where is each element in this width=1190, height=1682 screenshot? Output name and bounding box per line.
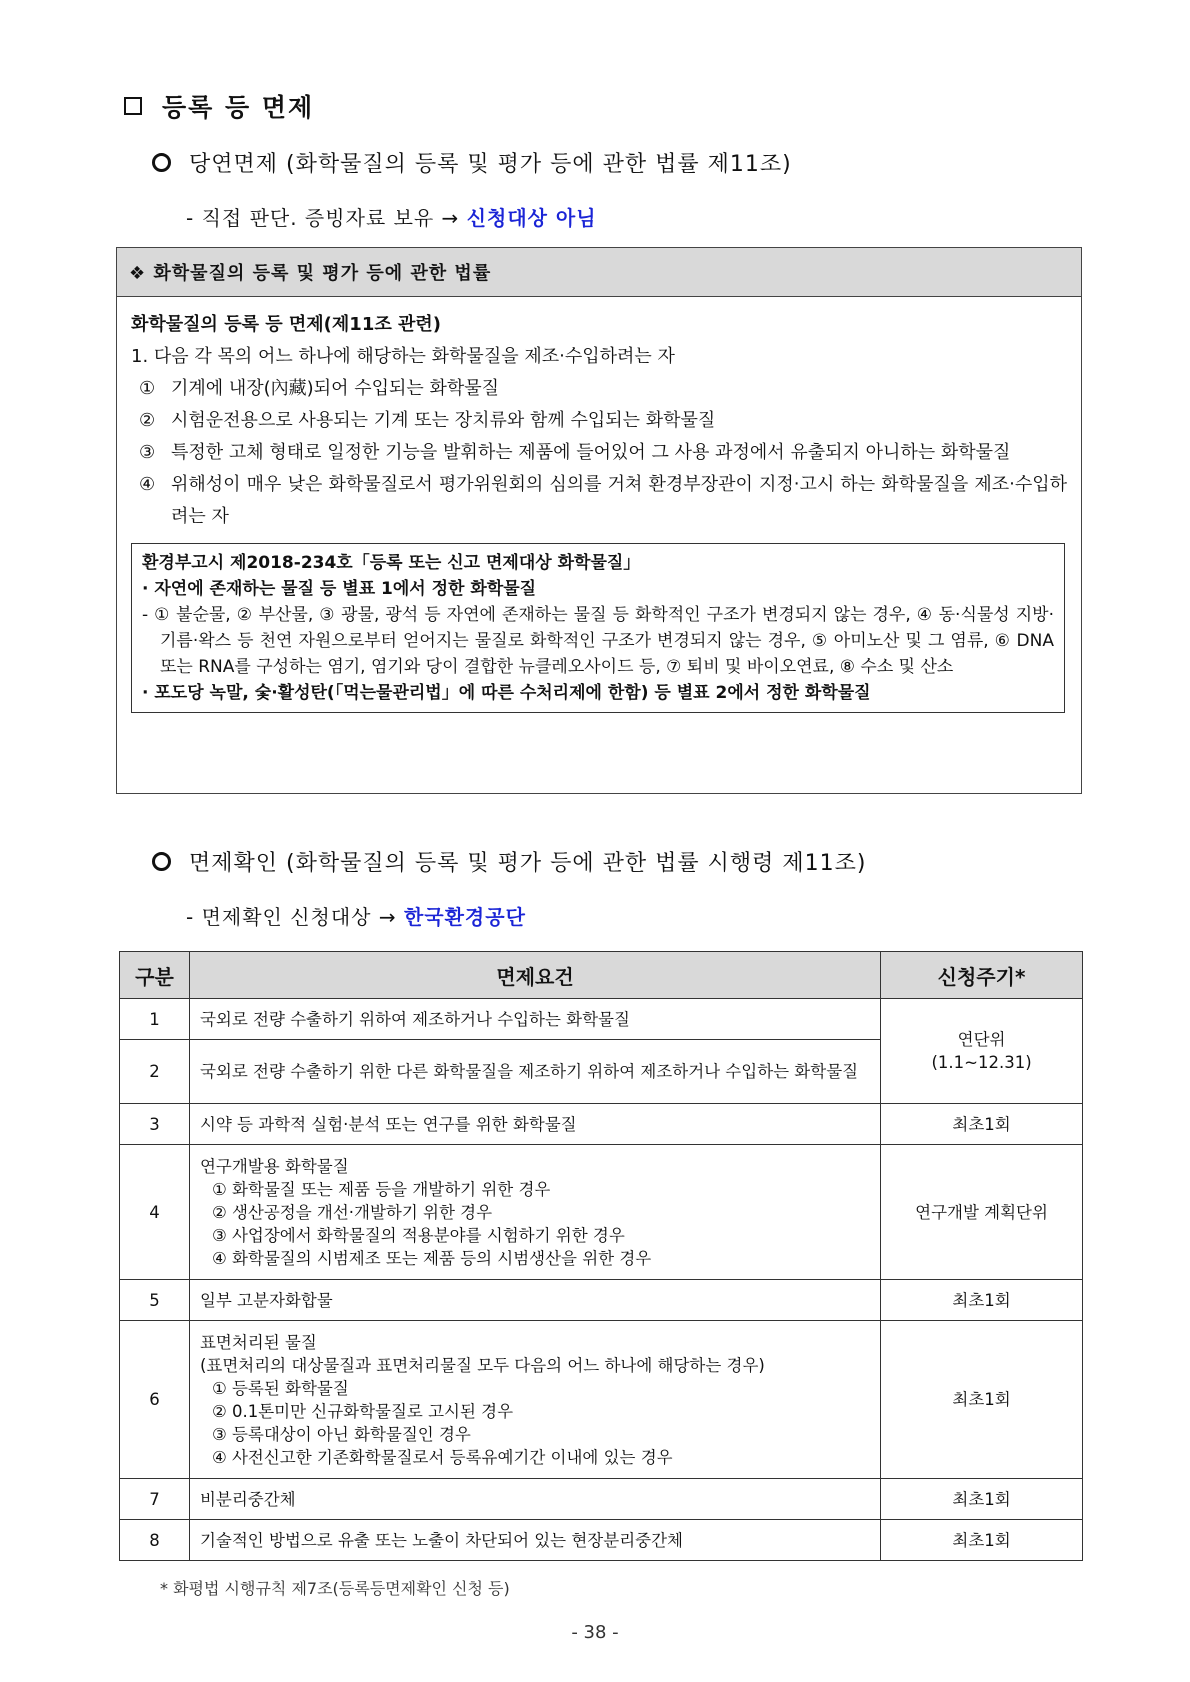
table-row: 4 연구개발용 화학물질 ① 화학물질 또는 제품 등을 개발하기 위한 경우 ② 생산공정을 개선·개발하기 위한 경우 ③ 사업장에서 화학물질의 적용분야를 시험하기 위한 경우 ④ 화학물질의 시범제조 또는 제품 등의 시범생산을 위한 경우 연구개발 계획단위 (120, 1145, 1083, 1280)
column-header: 면제요건 (189, 952, 880, 999)
law-subtitle: 화학물질의 등록 등 면제(제11조 관련) (131, 314, 441, 335)
subsection-title-2: 면제확인 (화학물질의 등록 및 평가 등에 관한 법률 시행령 제11조) (152, 846, 866, 877)
law-box-body (117, 297, 1081, 713)
table-row: 7 비분리중간체 최초1회 (120, 1479, 1083, 1520)
notice-box (131, 543, 1065, 713)
section-heading (120, 88, 314, 124)
notice-bullet: · 자연에 존재하는 물질 등 별표 1에서 정한 화학물질 (142, 579, 537, 599)
list-item: ④ 위해성이 매우 낮은 화학물질로서 평가위원회의 심의를 거쳐 환경부장관이 지정‧고시 하는 화학물질을 제조‧수입하려는 자 (139, 474, 1067, 527)
highlight-text: 신청대상 아님 (466, 206, 597, 230)
column-header: 구분 (120, 952, 190, 999)
list-item: ② 시험운전용으로 사용되는 기계 또는 장치류와 함께 수입되는 화학물질 (139, 410, 716, 431)
subsection-title-1: 당연면제 (화학물질의 등록 및 평가 등에 관한 법률 제11조) (152, 147, 792, 178)
notice-bullet: · 포도당 녹말, 숯·활성탄(「먹는물관리법」에 따른 수처리제에 한함) 등 별표 2에서 정한 화학물질 (142, 683, 871, 703)
highlight-text: 한국환경공단 (403, 905, 526, 929)
table-row: 2 국외로 전량 수출하기 위한 다른 화학물질을 제조하기 위하여 제조하거나 수입하는 화학물질 (120, 1040, 1083, 1104)
table-row: 6 표면처리된 물질 (표면처리의 대상물질과 표면처리물질 모두 다음의 어느 하나에 해당하는 경우) ① 등록된 화학물질 ② 0.1톤미만 신규화학물질로 고시된 경우 ③ 등록대상이 아닌 화학물질인 경우 ④ 사전신고한 기존화학물질로서 등록유예기간 이내에 있는 경우 최초1회 (120, 1321, 1083, 1479)
checkbox-square-icon (124, 97, 142, 115)
table-row: 3 시약 등 과학적 실험·분석 또는 연구를 위한 화학물질 최초1회 (120, 1104, 1083, 1145)
list-item: ① 기계에 내장(內藏)되어 수입되는 화학물질 (139, 378, 500, 399)
list-item: ③ 특정한 고체 형태로 일정한 기능을 발휘하는 제품에 들어있어 그 사용 과정에서 유출되지 아니하는 화학물질 (139, 442, 1011, 463)
law-intro: 1. 다음 각 목의 어느 하나에 해당하는 화학물질을 제조‧수입하려는 자 (131, 346, 675, 367)
notice-detail: - ① 불순물, ② 부산물, ③ 광물, 광석 등 자연에 존재하는 물질 등 화학적인 구조가 변경되지 않는 경우, ④ 동·식물성 지방·기름·왁스 등 천연 자원으로부터 얻어지는 물질로 화학적인 구조가 변경되지 않는 경우, ⑤ 아미노산 및 그 염류, ⑥ DNA 또는 RNA를 구성하는 염기, 염기와 당이 결합한 뉴클레오사이드 등, ⑦ 퇴비 및 바이오연료, ⑧ 수소 및 산소 (142, 605, 1054, 677)
table-header-row (120, 952, 1083, 999)
law-box-header: ❖ 화학물질의 등록 및 평가 등에 관한 법률 (117, 248, 1081, 297)
law-box (116, 247, 1082, 794)
column-header: 신청주기* (881, 952, 1083, 999)
exemption-table (119, 951, 1083, 1561)
table-row: 5 일부 고분자화합물 최초1회 (120, 1280, 1083, 1321)
circle-bullet-icon (152, 153, 171, 172)
table-row: 8 기술적인 방법으로 유출 또는 노출이 차단되어 있는 현장분리중간체 최초1회 (120, 1520, 1083, 1561)
footnote: * 화평법 시행규칙 제7조(등록등면제확인 신청 등) (160, 1579, 510, 1598)
section2-note: - 면제확인 신청대상 → 한국환경공단 (186, 905, 526, 929)
table-row: 1 국외로 전량 수출하기 위하여 제조하거나 수입하는 화학물질 연단위 (1.1~12.31) (120, 999, 1083, 1040)
heading-text: 등록 등 면제 (162, 93, 315, 122)
circle-bullet-icon (152, 852, 171, 871)
page-number: - 38 - (571, 1622, 619, 1643)
section1-note: - 직접 판단. 증빙자료 보유 → 신청대상 아님 (186, 206, 597, 230)
notice-title: 환경부고시 제2018-234호「등록 또는 신고 면제대상 화학물질」 (142, 553, 641, 573)
period-cell: 연단위 (1.1~12.31) (881, 999, 1083, 1104)
